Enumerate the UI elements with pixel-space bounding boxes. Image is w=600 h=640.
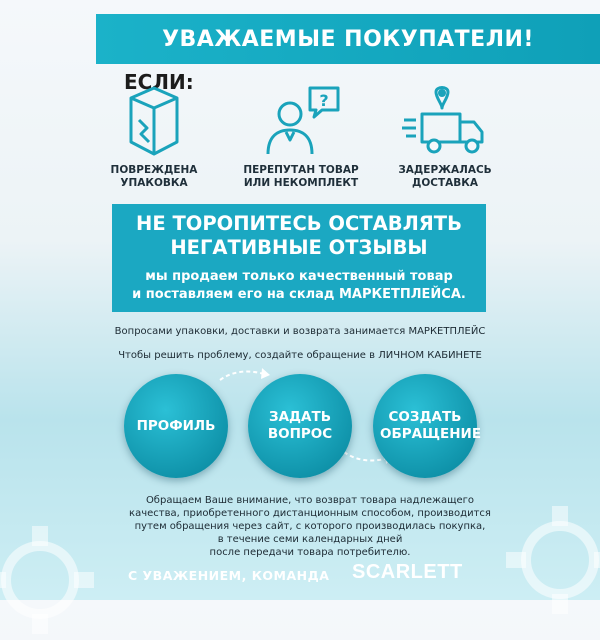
delivery-truck-icon [400,84,490,158]
step-label: ЗАДАТЬ [268,409,331,426]
problem-caption: ИЛИ НЕКОМПЛЕКТ [243,177,359,190]
arrow-icon [216,362,276,386]
step-create-request [373,374,482,478]
headline-line: НЕ ТОРОПИТЕСЬ ОСТАВЛЯТЬ [136,212,462,235]
step-label: ВОПРОС [267,426,333,442]
svg-text:?: ? [319,91,329,110]
confused-person-icon [256,84,346,158]
problem-caption: ДОСТАВКА [412,177,478,190]
headline-box [112,204,486,312]
gear-icon [0,520,100,640]
step-label: ОБРАЩЕНИЕ [380,426,482,442]
headline-subline: и поставляем его на склад МАРКЕТПЛЕЙСА. [132,286,466,302]
problem-caption: УПАКОВКА [120,177,188,190]
problem-wrong-item [231,84,371,190]
notice-line: качества, приобретенного дистанционным способом, производится [129,508,491,519]
step-ask-question [248,374,352,478]
problem-caption: ЗАДЕРЖАЛАСЬ [398,164,492,176]
step-profile [124,374,228,478]
step-label: ПРОФИЛЬ [136,417,216,434]
gear-icon [500,500,600,620]
info-line: Чтобы решить проблему, создайте обращение в ЛИЧНОМ КАБИНЕТЕ [118,350,482,361]
headline-line: НЕГАТИВНЫЕ ОТЗЫВЫ [170,235,428,259]
notice-line: в течение семи календарных дней [217,534,403,545]
info-line: Вопросами упаковки, доставки и возврата занимается МАРКЕТПЛЕЙС [114,326,486,337]
footer-text: С УВАЖЕНИЕМ, КОМАНДА [128,568,330,583]
problem-caption: ПОВРЕЖДЕНА [110,164,198,176]
top-banner [96,14,600,64]
problem-caption: ПЕРЕПУТАН ТОВАР [243,164,359,176]
problem-delayed-delivery [375,84,515,190]
if-label: ЕСЛИ: [124,70,194,94]
notice-line: путем обращения через сайт, с которого производилась покупка, [134,521,486,532]
notice-line: Обращаем Ваше внимание, что возврат товара надлежащего [145,495,475,506]
banner-title: УВАЖАЕМЫЕ ПОКУПАТЕЛИ! [162,26,534,52]
brand-logo: SCARLETT [352,561,463,583]
problem-damaged-packaging [84,84,224,190]
notice-line: после передачи товара потребителю. [209,547,411,558]
step-label: СОЗДАТЬ [388,409,462,426]
notice [110,494,510,559]
headline-subline: мы продаем только качественный товар [145,269,453,284]
damaged-box-icon [119,84,189,158]
